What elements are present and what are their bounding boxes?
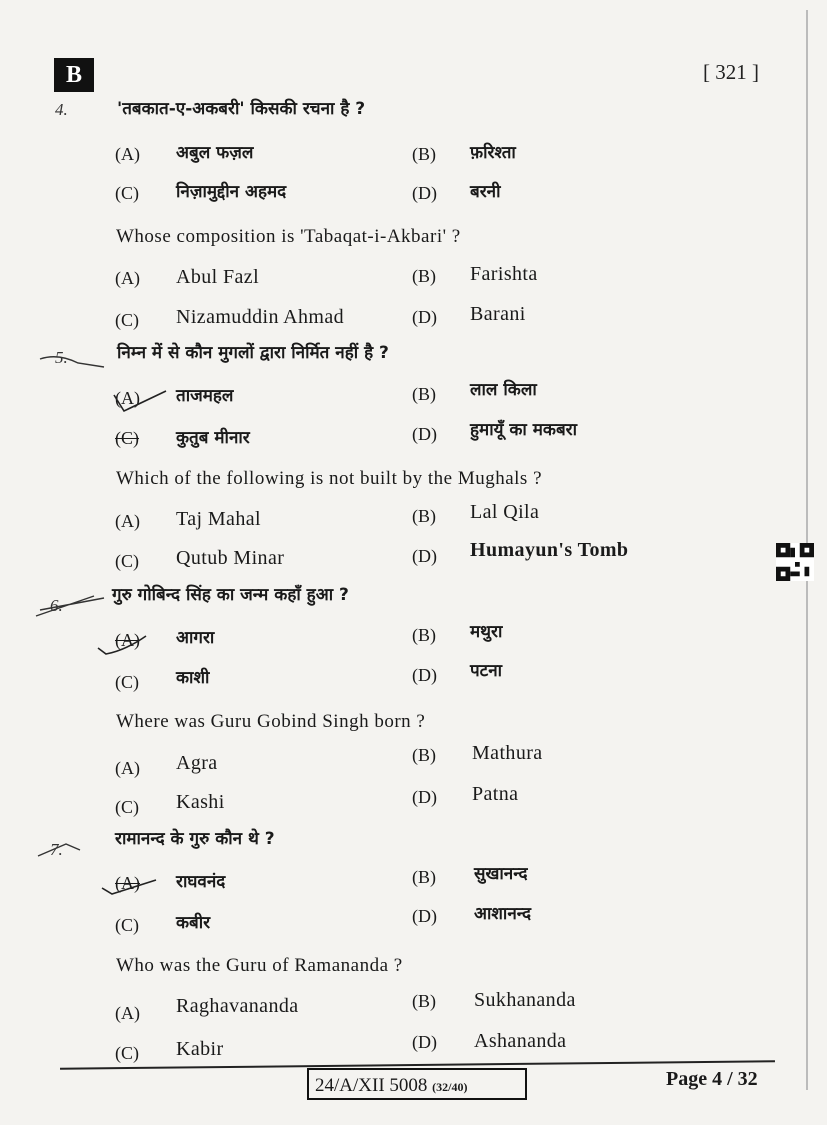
option-label: (D) bbox=[412, 307, 437, 327]
option-label: (A) bbox=[115, 144, 140, 164]
option-english: Sukhananda bbox=[474, 989, 576, 1011]
option-hindi: पटना bbox=[470, 661, 503, 681]
option-hindi: आगरा bbox=[176, 628, 215, 648]
option-label: (D) bbox=[412, 1032, 437, 1052]
option-english: Lal Qila bbox=[470, 501, 540, 523]
option-label: (C) bbox=[115, 1043, 139, 1063]
question-number: 7. bbox=[50, 840, 63, 859]
option-label: (B) bbox=[412, 991, 436, 1011]
option-hindi: आशानन्द bbox=[474, 904, 532, 924]
option-label: (A) bbox=[115, 268, 140, 288]
option-label: (C) bbox=[115, 428, 139, 448]
pen-mark bbox=[36, 838, 86, 862]
option-label: (A) bbox=[115, 511, 140, 531]
option-hindi: हुमायूँ का मकबरा bbox=[470, 420, 578, 440]
option-label: (A) bbox=[115, 758, 140, 778]
option-english: Nizamuddin Ahmad bbox=[176, 306, 345, 328]
question-number: 5. bbox=[55, 348, 68, 367]
option-hindi: निज़ामुद्दीन अहमद bbox=[176, 182, 287, 202]
option-english: Mathura bbox=[472, 742, 543, 764]
option-english: Kashi bbox=[176, 791, 225, 813]
option-english: Humayun's Tomb bbox=[470, 539, 629, 561]
option-label: (C) bbox=[115, 310, 139, 330]
option-hindi: सुखानन्द bbox=[474, 864, 528, 884]
question-text-hindi: गुरु गोबिन्द सिंह का जन्म कहाँ हुआ ? bbox=[112, 585, 349, 605]
option-label: (C) bbox=[115, 915, 139, 935]
option-english: Taj Mahal bbox=[176, 508, 261, 530]
question-text-english: Whose composition is 'Tabaqat-i-Akbari' ? bbox=[116, 226, 461, 247]
tick-mark bbox=[110, 385, 170, 415]
question-text-hindi: रामानन्द के गुरु कौन थे ? bbox=[115, 829, 275, 849]
question-text-english: Which of the following is not built by the Mughals ? bbox=[116, 468, 543, 489]
option-label: (B) bbox=[412, 144, 436, 164]
option-label: (B) bbox=[412, 867, 436, 887]
option-label: (A) bbox=[115, 1003, 140, 1023]
option-english: Qutub Minar bbox=[176, 547, 285, 569]
question-number: 4. bbox=[55, 100, 68, 119]
paper-code-text: 24/A/XII 5008 bbox=[315, 1075, 428, 1096]
question-number: 6. bbox=[50, 596, 63, 615]
option-english: Patna bbox=[472, 783, 519, 805]
option-label: (A) bbox=[115, 630, 140, 650]
option-english: Agra bbox=[176, 752, 218, 774]
option-label: (D) bbox=[412, 787, 437, 807]
paper-code bbox=[307, 1068, 527, 1100]
option-english: Abul Fazl bbox=[176, 266, 260, 288]
option-hindi: काशी bbox=[176, 668, 210, 688]
pen-mark bbox=[34, 590, 112, 620]
option-english: Barani bbox=[470, 303, 526, 325]
option-hindi: लाल किला bbox=[470, 380, 537, 400]
tick-mark bbox=[100, 870, 160, 900]
tick-mark bbox=[96, 628, 156, 658]
option-hindi: कुतुब मीनार bbox=[176, 428, 250, 448]
option-label: (D) bbox=[412, 424, 437, 444]
option-label: (B) bbox=[412, 625, 436, 645]
question-text-english: Who was the Guru of Ramananda ? bbox=[116, 955, 403, 976]
option-hindi: बरनी bbox=[470, 182, 501, 202]
paper-code-small: (32/40) bbox=[432, 1080, 468, 1094]
option-label: (C) bbox=[115, 183, 139, 203]
option-english: Ashananda bbox=[474, 1030, 567, 1052]
option-label: (D) bbox=[412, 665, 437, 685]
option-english: Raghavananda bbox=[176, 995, 299, 1017]
option-hindi: मथुरा bbox=[470, 622, 503, 642]
option-label: (B) bbox=[412, 745, 436, 765]
option-label: (C) bbox=[115, 797, 139, 817]
question-text-hindi: निम्न में से कौन मुगलों द्वारा निर्मित नहीं है ? bbox=[117, 343, 389, 363]
option-hindi: फ़रिश्ता bbox=[470, 143, 516, 163]
option-hindi: अबुल फज़ल bbox=[176, 143, 254, 163]
option-label: (D) bbox=[412, 906, 437, 926]
section-badge: B bbox=[54, 58, 94, 92]
option-label: (B) bbox=[412, 266, 436, 286]
option-hindi: ताजमहल bbox=[176, 386, 234, 406]
option-english: Farishta bbox=[470, 263, 538, 285]
option-hindi: राघवनंद bbox=[176, 872, 226, 892]
option-label: (A) bbox=[115, 388, 140, 408]
qr-code-icon bbox=[776, 543, 814, 581]
pen-mark bbox=[38, 345, 108, 375]
option-label: (A) bbox=[115, 873, 140, 893]
option-english: Kabir bbox=[176, 1038, 224, 1060]
option-hindi: कबीर bbox=[176, 913, 211, 933]
option-label: (D) bbox=[412, 183, 437, 203]
page-number: [ 321 ] bbox=[703, 60, 759, 84]
option-label: (C) bbox=[115, 672, 139, 692]
option-label: (B) bbox=[412, 506, 436, 526]
option-label: (D) bbox=[412, 546, 437, 566]
page-indicator: Page 4 / 32 bbox=[666, 1068, 758, 1090]
question-text-hindi: 'तबकात-ए-अकबरी' किसकी रचना है ? bbox=[117, 99, 366, 119]
question-text-english: Where was Guru Gobind Singh born ? bbox=[116, 711, 426, 732]
option-label: (B) bbox=[412, 384, 436, 404]
option-label: (C) bbox=[115, 551, 139, 571]
